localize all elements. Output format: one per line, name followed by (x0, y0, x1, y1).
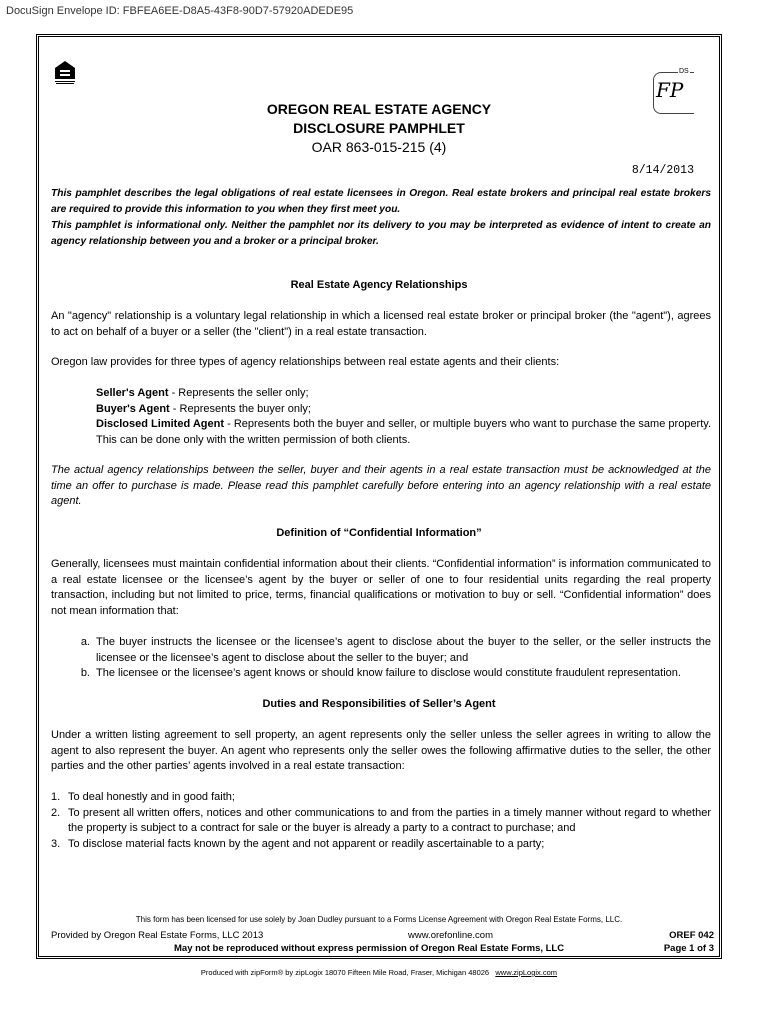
term-sellers-agent: Seller's Agent (96, 387, 169, 399)
list-item-text: The buyer instructs the licensee or the licensee’s agent to disclose about the buyer to the seller, or the seller instructs the licensee or the licensee’s agent to disclose about the seller to the buyer; and (96, 636, 711, 664)
list-item-sellers-agent (96, 386, 711, 402)
section-heading-agency-relationships: Real Estate Agency Relationships (290, 279, 468, 291)
confidential-exceptions-list (51, 635, 711, 682)
list-item-text: The licensee or the licensee’s agent knows or should know failure to disclose would constitute fraudulent representation. (96, 667, 681, 679)
document-date: 8/14/2013 (631, 164, 694, 177)
list-item (51, 806, 711, 837)
produced-by-line (36, 968, 722, 977)
list-marker: b. (80, 667, 90, 679)
sellers-agent-duties-list (51, 790, 711, 852)
produced-by-text: Produced with zipForm® by zipLogix 18070 Fifteen Mile Road, Fraser, Michigan 48026 (200, 968, 490, 977)
form-code: OREF 042 (669, 930, 714, 941)
provided-by: Provided by Oregon Real Estate Forms, LLC 2013 (51, 930, 264, 941)
license-notice: This form has been licensed for use solely by Joan Dudley pursuant to a Forms License Agreement with Oregon Real Estate Forms, LLC. (135, 915, 623, 924)
list-item-buyers-agent (96, 402, 711, 418)
list-marker: 2. (51, 806, 61, 819)
reproduction-notice: May not be reproduced without express permission of Oregon Real Estate Forms, LLC (174, 943, 565, 954)
intro-paragraph-1: This pamphlet describes the legal obligations of real estate licensees in Oregon. Real estate brokers and principal real estate brokers are required to provide this information to you when they first meet you. (51, 188, 711, 215)
list-marker: a. (80, 636, 90, 648)
list-item-text: To disclose material facts known by the agent and not apparent or readily ascertainable to a party; (68, 837, 545, 850)
agent-types-list (96, 386, 711, 448)
desc-buyers-agent: - Represents the buyer only; (169, 402, 311, 415)
ziplogix-link[interactable]: www.zipLogix.com (495, 968, 558, 977)
list-marker: 3. (51, 837, 61, 850)
document-subtitle: DISCLOSURE PAMPHLET (293, 120, 465, 136)
acknowledgement-paragraph: The actual agency relationships between the seller, buyer and their agents in a real estate transaction must be acknowledged at the time an offer to purchase is made. Please read this pamphlet carefully before entering into an agency relationship with a real estate agent. (51, 464, 711, 507)
page-number: Page 1 of 3 (663, 943, 714, 954)
envelope-id: DocuSign Envelope ID: FBFEA6EE-D8A5-43F8-90D7-57920ADEDE95 (6, 5, 354, 17)
confidential-info-paragraph: Generally, licensees must maintain confidential information about their clients. “Confidential information” is information communicated to a real estate licensee or the licensee’s agent by the buyer or seller of one to four residential units regarding the real property transaction, including but not limited to price, terms, financial qualifications or motivation to buy or sell. “Confidential information” does not mean information that: (51, 558, 711, 617)
list-item-text: To deal honestly and in good faith; (68, 791, 235, 803)
document-title: OREGON REAL ESTATE AGENCY (266, 101, 492, 117)
list-item (51, 635, 711, 666)
list-marker: 1. (51, 791, 61, 803)
equal-housing-icon (54, 60, 76, 86)
term-disclosed-limited-agent: Disclosed Limited Agent (96, 418, 225, 430)
intro-paragraph-2: This pamphlet is informational only. Neither the pamphlet nor its delivery to you may be interpreted as evidence of intent to create an agency relationship between you and a broker or a principal broker. (51, 220, 711, 247)
desc-sellers-agent: - Represents the seller only; (168, 387, 309, 399)
term-buyers-agent: Buyer's Agent (96, 402, 170, 415)
list-item (51, 837, 711, 853)
rule-reference: OAR 863-015-215 (4) (311, 139, 447, 155)
list-item-disclosed-limited-agent (96, 417, 711, 448)
sellers-agent-paragraph: Under a written listing agreement to sell property, an agent represents only the seller unless the seller agrees in writing to allow the agent to also represent the buyer. An agent who represents only the seller owes the following affirmative duties to the seller, the other parties and the other parties’ agents involved in a real estate transaction: (51, 729, 711, 772)
initials-signature: FP (656, 78, 684, 102)
agency-types-intro: Oregon law provides for three types of agency relationships between real estate agents and their clients: (51, 356, 560, 368)
desc-disclosed-limited-agent: - Represents both the buyer and seller, or multiple buyers who want to purchase the same property. This can be done only with the written permission of both clients. (96, 418, 712, 446)
agency-definition-paragraph: An "agency" relationship is a voluntary legal relationship in which a licensed real estate broker or principal broker (the "agent"), agrees to act on behalf of a buyer or a seller (the "client") in a real estate transaction. (51, 310, 711, 338)
ds-label: DS (679, 68, 689, 75)
list-item (51, 790, 711, 806)
section-heading-sellers-agent-duties: Duties and Responsibilities of Seller’s Agent (262, 698, 496, 710)
list-item-text: To present all written offers, notices and other communications to and from the parties in a timely manner without regard to whether the property is subject to a contract for sale or the buyer is already a party to a contract to purchase; and (68, 806, 711, 834)
section-heading-confidential-information: Definition of “Confidential Information” (276, 527, 482, 539)
website-link[interactable]: www.orefonline.com (408, 930, 494, 941)
list-item (51, 666, 711, 682)
